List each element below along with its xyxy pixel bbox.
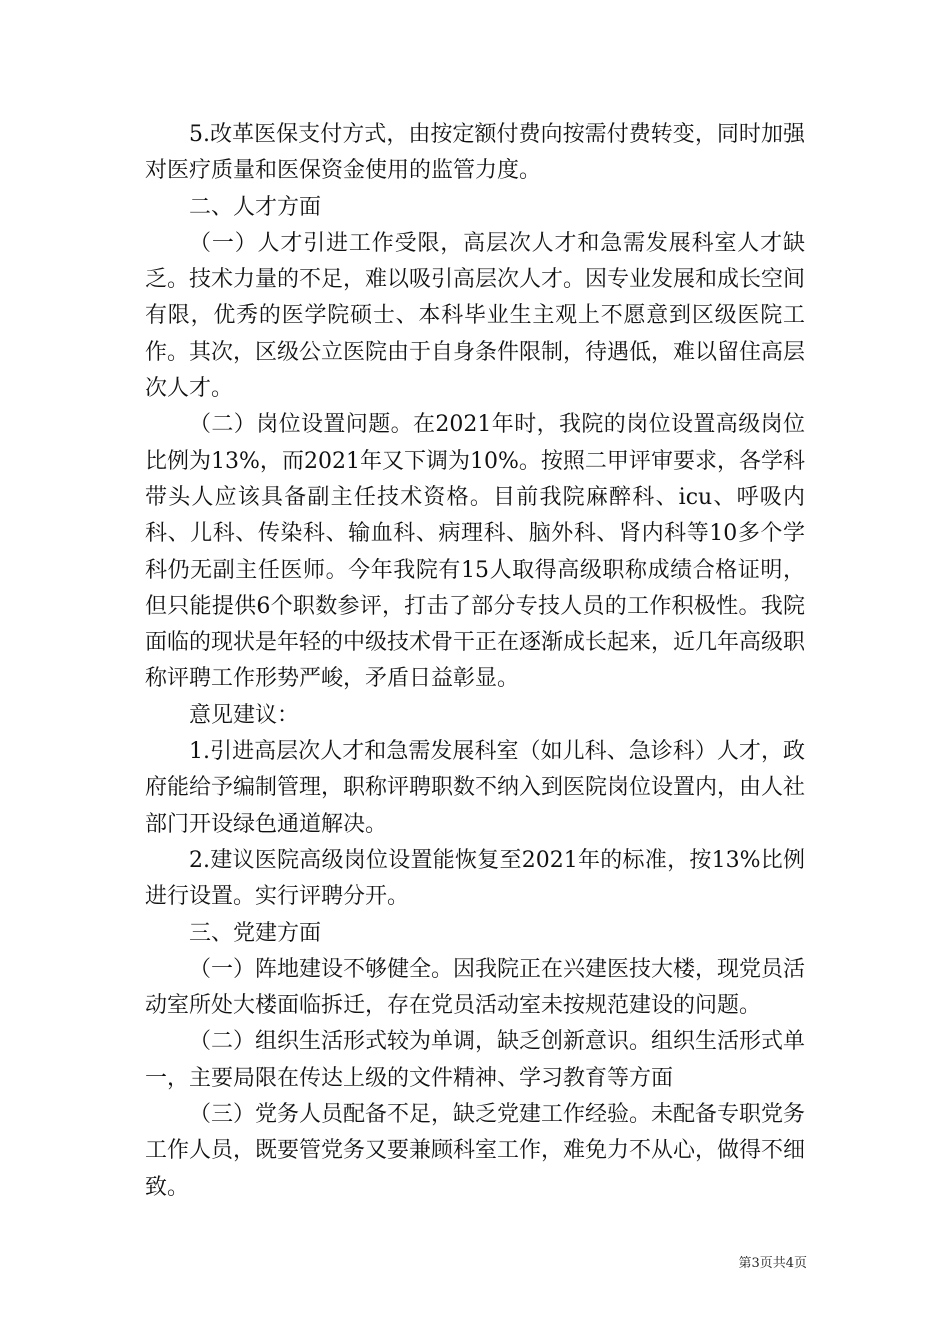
page-number: 第3页共4页 bbox=[738, 1256, 807, 1271]
paragraph-party-staffing: （三）党务人员配备不足，缺乏党建工作经验。未配备专职党务工作人员，既要管党务又要兼顾科室工作，难免力不从心，做得不细致。 bbox=[145, 1102, 806, 1200]
paragraph-organization-life: （二）组织生活形式较为单调，缺乏创新意识。组织生活形式单一，主要局限在传达上级的文件精神、学习教育等方面 bbox=[145, 1029, 806, 1091]
paragraph-suggestion-1: 1.引进高层次人才和急需发展科室（如儿科、急诊科）人才，政府能给予编制管理，职称评聘职数不纳入到医院岗位设置内，由人社部门开设绿色通道解决。 bbox=[145, 739, 806, 837]
section-heading-talent: 二、人才方面 bbox=[189, 194, 322, 220]
paragraph-suggestion-2: 2.建议医院高级岗位设置能恢复至2021年的标准，按13%比例进行设置。实行评聘分开。 bbox=[145, 847, 805, 910]
section-heading-party-building: 三、党建方面 bbox=[189, 920, 322, 946]
subheading-suggestions: 意见建议： bbox=[189, 702, 300, 728]
paragraph-post-setting: （二）岗位设置问题。在2021年时，我院的岗位设置高级岗位比例为13%，而2021年又下调为10%。按照二甲评审要求，各学科带头人应该具备副主任技术资格。目前我院麻醉科、icu、呼吸内科、儿科、传染科、输血科、病理科、脑外科、肾内科等10多个学科仍无副主任医师。今年我院有15人取得高级职称成绩合格证明，但只能提供6个职数参评，打击了部分专技人员的工作积极性。我院面临的现状是年轻的中级技术骨干正在逐渐成长起来，近几年高级职称评聘工作形势严峻，矛盾日益彰显。 bbox=[145, 412, 806, 692]
document-body bbox=[145, 117, 805, 1206]
paragraph-talent-recruitment: （一）人才引进工作受限，高层次人才和急需发展科室人才缺乏。技术力量的不足，难以吸引高层次人才。因专业发展和成长空间有限，优秀的医学院硕士、本科毕业生主观上不愿意到区级医院工作。其次，区级公立医院由于自身条件限制，待遇低，难以留住高层次人才。 bbox=[145, 230, 806, 402]
paragraph-insurance-reform: 5.改革医保支付方式，由按定额付费向按需付费转变，同时加强对医疗质量和医保资金使用的监管力度。 bbox=[145, 122, 805, 184]
paragraph-party-venue: （一）阵地建设不够健全。因我院正在兴建医技大楼，现党员活动室所处大楼面临拆迁，存在党员活动室未按规范建设的问题。 bbox=[145, 956, 806, 1019]
